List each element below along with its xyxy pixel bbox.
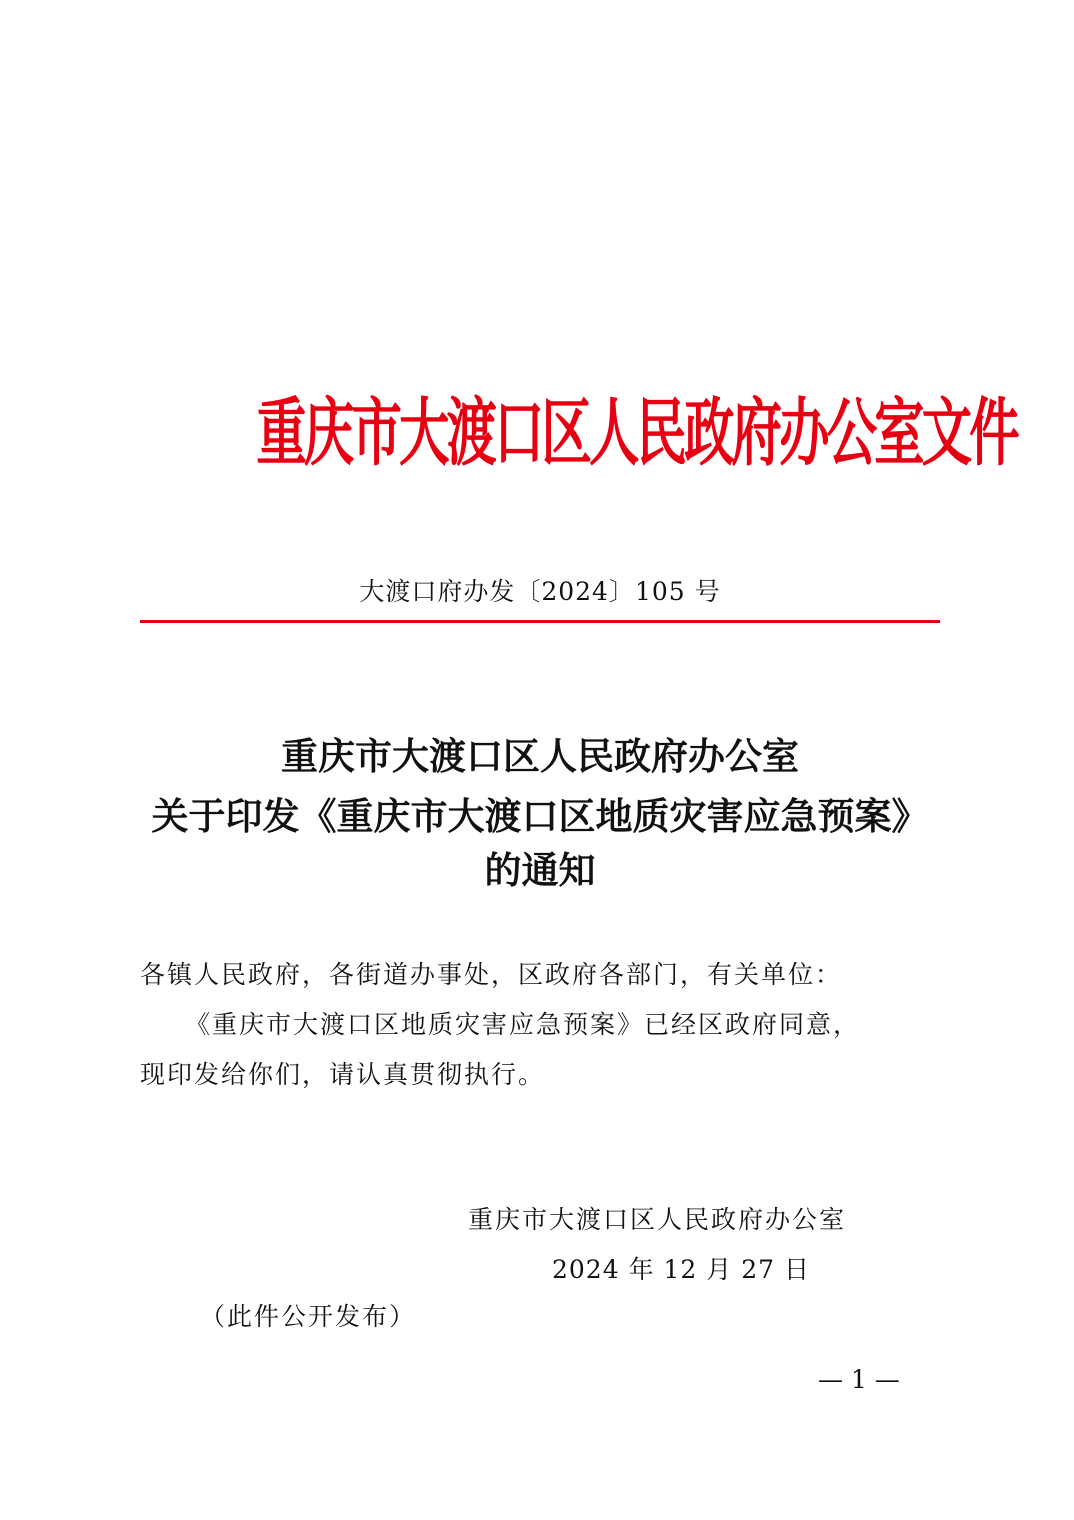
signature-date: 2024 年 12 月 27 日 <box>552 1255 810 1284</box>
document-title-line-3: 的通知 <box>484 848 596 892</box>
salutation: 各镇人民政府，各街道办事处，区政府各部门，有关单位： <box>140 960 843 989</box>
signature-issuer: 重庆市大渡口区人民政府办公室 <box>468 1205 847 1234</box>
document-number: 大渡口府办发〔2024〕105 号 <box>359 577 721 606</box>
red-header-title: 重庆市大渡口区人民政府办公室文件 <box>256 389 1017 477</box>
publication-note: （此件公开发布） <box>200 1302 417 1331</box>
body-paragraph-line-2: 现印发给你们，请认真贯彻执行。 <box>140 1060 546 1089</box>
red-separator-line <box>140 620 940 623</box>
document-title-line-2: 关于印发《重庆市大渡口区地质灾害应急预案》 <box>151 794 929 838</box>
document-title-line-1: 重庆市大渡口区人民政府办公室 <box>281 734 799 778</box>
page-number: — 1 — <box>818 1365 900 1394</box>
body-paragraph-line-1: 《重庆市大渡口区地质灾害应急预案》已经区政府同意， <box>185 1010 861 1039</box>
